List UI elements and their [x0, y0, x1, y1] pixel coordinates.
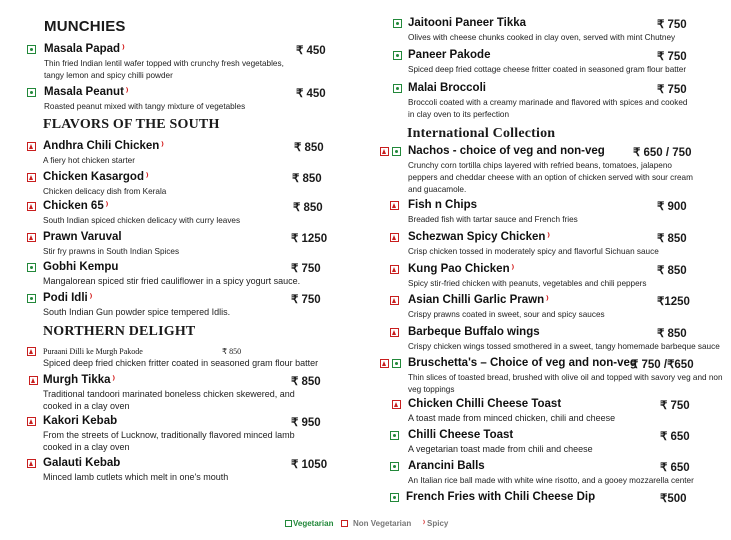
item-description: tangy lemon and spicy chilli powder — [44, 70, 173, 80]
chili-icon: ⁾ — [511, 264, 515, 275]
non-vegetarian-symbol-icon — [392, 400, 401, 409]
item-price: ₹ 750 — [657, 19, 687, 31]
non-vegetarian-symbol-icon — [390, 296, 399, 305]
item-price: ₹ 750 /₹650 — [631, 359, 694, 371]
vegetarian-symbol-icon — [393, 19, 402, 28]
section-title-international: International Collection — [407, 126, 556, 141]
item-description: South Indian spiced chicken delicacy with curry leaves — [43, 216, 241, 225]
item-description: cooked in a clay oven — [43, 400, 130, 411]
vegetarian-symbol-icon — [285, 520, 292, 527]
item-description: and guacamole. — [408, 184, 467, 194]
non-vegetarian-symbol-icon — [27, 417, 36, 426]
vegetarian-symbol-icon — [27, 263, 36, 272]
non-vegetarian-symbol-icon — [390, 265, 399, 274]
item-description: Traditional tandoori marinated boneless chicken skewered, and — [43, 389, 295, 399]
item-price: ₹ 750 — [291, 294, 321, 306]
item-price: ₹ 750 — [660, 400, 690, 412]
item-name: Masala Peanut ⁾ — [44, 86, 129, 98]
chili-icon: ⁾ — [423, 519, 425, 528]
item-description: Crispy prawns coated in sweet, sour and spicy sauces — [408, 310, 605, 319]
item-price: ₹ 950 — [291, 417, 321, 429]
item-name: Arancini Balls — [408, 460, 485, 472]
item-description: An Italian rice ball made with white wine risotto, and a gooey mozzarella center — [408, 476, 694, 485]
non-vegetarian-symbol-icon — [27, 202, 36, 211]
right-veg-symbol-icon — [392, 147, 401, 156]
item-price: ₹ 850 — [294, 142, 324, 154]
item-name: Galauti Kebab — [43, 457, 121, 469]
item-price: ₹ 1050 — [291, 459, 328, 471]
item-description: Crispy chicken wings tossed smothered in a sweet, tangy homemade barbeque sauce — [408, 342, 720, 351]
legend-spicy-label: Spicy — [427, 519, 449, 528]
item-name: Prawn Varuval — [43, 231, 122, 243]
non-vegetarian-symbol-icon — [390, 201, 399, 210]
non-vegetarian-symbol-icon — [390, 233, 399, 242]
item-description: Crunchy corn tortilla chips layered with refried beans, tomatoes, jalapeno — [408, 161, 672, 170]
item-name: Kung Pao Chicken ⁾ — [408, 263, 515, 275]
non-vegetarian-symbol-icon — [29, 376, 38, 385]
item-price: ₹ 850 — [657, 233, 687, 245]
item-price: ₹ 850 — [292, 173, 322, 185]
legend-nonveg-label: Non Vegetarian — [353, 519, 412, 528]
item-name: Andhra Chili Chicken ⁾ — [43, 140, 164, 152]
item-name: Gobhi Kempu — [43, 261, 119, 273]
item-description: cooked in a clay oven — [43, 441, 130, 452]
item-description: Spiced deep fried cottage cheese fritter coated in seasoned gram flour batter — [408, 65, 687, 74]
item-price: ₹ 450 — [296, 45, 326, 57]
vegetarian-symbol-icon — [27, 294, 36, 303]
right-non-veg-symbol-icon — [380, 147, 389, 156]
item-name: Barbeque Buffalo wings — [408, 326, 540, 338]
item-name: Chicken 65 ⁾ — [43, 200, 109, 212]
chili-icon: ⁾ — [546, 295, 549, 306]
item-description: A fiery hot chicken starter — [43, 156, 135, 165]
item-name: Chicken Kasargod ⁾ — [43, 171, 149, 183]
item-name: Malai Broccoli — [408, 82, 486, 94]
item-description: From the streets of Lucknow, traditionally flavored minced lamb — [43, 430, 295, 440]
item-name: Podi Idli ⁾ — [43, 292, 93, 304]
item-name: Asian Chilli Garlic Prawn ⁾ — [408, 294, 549, 306]
item-description: A toast made from minced chicken, chili and cheese — [408, 413, 616, 423]
item-name: Nachos - choice of veg and non-veg — [408, 145, 605, 157]
non-vegetarian-symbol-icon — [341, 520, 348, 527]
vegetarian-symbol-icon — [390, 493, 399, 502]
legend-veg-label: Vegetarian — [293, 519, 334, 528]
item-description: Minced lamb cutlets which melt in one's mouth — [43, 472, 229, 482]
chili-icon: ⁾ — [145, 172, 149, 183]
non-vegetarian-symbol-icon — [27, 173, 36, 182]
item-price: ₹ 1250 — [291, 233, 328, 245]
item-price: ₹ 850 — [657, 328, 687, 340]
vegetarian-symbol-icon — [393, 84, 402, 93]
item-name: Jaitooni Paneer Tikka — [408, 17, 527, 29]
chili-icon: ⁾ — [125, 87, 129, 98]
item-name: Chilli Cheese Toast — [408, 429, 514, 441]
item-price: ₹ 650 / 750 — [633, 147, 692, 159]
vegetarian-symbol-icon — [27, 45, 36, 54]
vegetarian-symbol-icon — [390, 462, 399, 471]
chili-icon: ⁾ — [112, 375, 115, 386]
item-description: Stir fry prawns in South Indian Spices — [43, 247, 180, 256]
item-price: ₹ 850 — [222, 347, 242, 356]
item-description: Spiced deep fried chicken fritter coated in seasoned gram flour batter — [43, 358, 319, 368]
vegetarian-symbol-icon — [27, 88, 36, 97]
item-price: ₹ 850 — [291, 376, 321, 388]
item-price: ₹ 750 — [291, 263, 321, 275]
item-description: Roasted peanut mixed with tangy mixture of vegetables — [44, 102, 246, 111]
item-price: ₹ 650 — [660, 431, 690, 443]
section-title-south: FLAVORS OF THE SOUTH — [43, 117, 220, 132]
item-price: ₹ 450 — [296, 88, 326, 100]
non-vegetarian-symbol-icon — [390, 328, 399, 337]
section-title-munchies: MUNCHIES — [44, 18, 126, 35]
section-title-northern: NORTHERN DELIGHT — [43, 324, 196, 339]
item-price: ₹ 750 — [657, 51, 687, 63]
item-description: Thin fried Indian lentil wafer topped with crunchy fresh vegetables, — [44, 59, 284, 68]
non-vegetarian-symbol-icon — [27, 459, 36, 468]
vegetarian-symbol-icon — [390, 431, 399, 440]
vegetarian-symbol-icon — [393, 51, 402, 60]
item-name: Murgh Tikka ⁾ — [43, 374, 115, 386]
item-description: Breaded fish with tartar sauce and French fries — [408, 215, 578, 224]
item-name: Chicken Chilli Cheese Toast — [408, 398, 562, 410]
item-description: veg toppings — [408, 384, 455, 394]
item-price: ₹ 750 — [657, 84, 687, 96]
chili-icon: ⁾ — [89, 293, 93, 304]
item-price: ₹ 650 — [660, 462, 690, 474]
chili-icon: ⁾ — [105, 201, 109, 212]
item-description: Thin slices of toasted bread, brushed with olive oil and topped with savory veg and non — [408, 373, 723, 382]
item-name: Kakori Kebab — [43, 415, 118, 427]
item-price: ₹ 850 — [657, 265, 687, 277]
item-description: Crisp chicken tossed in moderately spicy and flavorful Sichuan sauce — [408, 247, 659, 256]
item-price: ₹500 — [660, 493, 687, 505]
item-description: in clay oven to its perfection — [408, 109, 510, 119]
item-description: Spicy stir-fried chicken with peanuts, vegetables and chili peppers — [408, 279, 647, 288]
item-name: Bruschetta's – Choice of veg and non-veg — [408, 357, 637, 369]
non-vegetarian-symbol-icon — [27, 233, 36, 242]
item-name: Masala Papad ⁾ — [44, 43, 125, 55]
item-description: South Indian Gun powder spice tempered Idlis. — [43, 307, 231, 317]
chili-icon: ⁾ — [122, 44, 125, 55]
item-description: Olives with cheese chunks cooked in clay oven, served with mint Chutney — [408, 33, 676, 42]
item-description: A vegetarian toast made from chili and cheese — [408, 444, 593, 454]
right-veg-symbol-icon — [392, 359, 401, 368]
right-non-veg-symbol-icon — [380, 359, 389, 368]
item-price: ₹ 900 — [657, 201, 687, 213]
item-name: Schezwan Spicy Chicken ⁾ — [408, 231, 550, 243]
item-price: ₹ 850 — [293, 202, 323, 214]
item-name: Paneer Pakode — [408, 49, 491, 61]
item-description: Mangalorean spiced stir fried cauliflower in a spicy yogurt sauce. — [43, 276, 301, 286]
item-name: French Fries with Chili Cheese Dip — [406, 491, 596, 503]
item-price: ₹1250 — [657, 296, 690, 308]
item-name: Fish n Chips — [408, 199, 477, 211]
item-description: Broccoli coated with a creamy marinade and flavored with spices and cooked — [408, 98, 688, 107]
item-name: Puraani Dilli ke Murgh Pakode — [43, 347, 143, 356]
item-description: peppers and cheddar cheese with an option of chicken served with sour cream — [408, 172, 693, 182]
chili-icon: ⁾ — [547, 232, 550, 243]
non-vegetarian-symbol-icon — [27, 142, 36, 151]
non-vegetarian-symbol-icon — [27, 347, 36, 356]
chili-icon: ⁾ — [161, 141, 164, 152]
item-description: Chicken delicacy dish from Kerala — [43, 187, 167, 196]
